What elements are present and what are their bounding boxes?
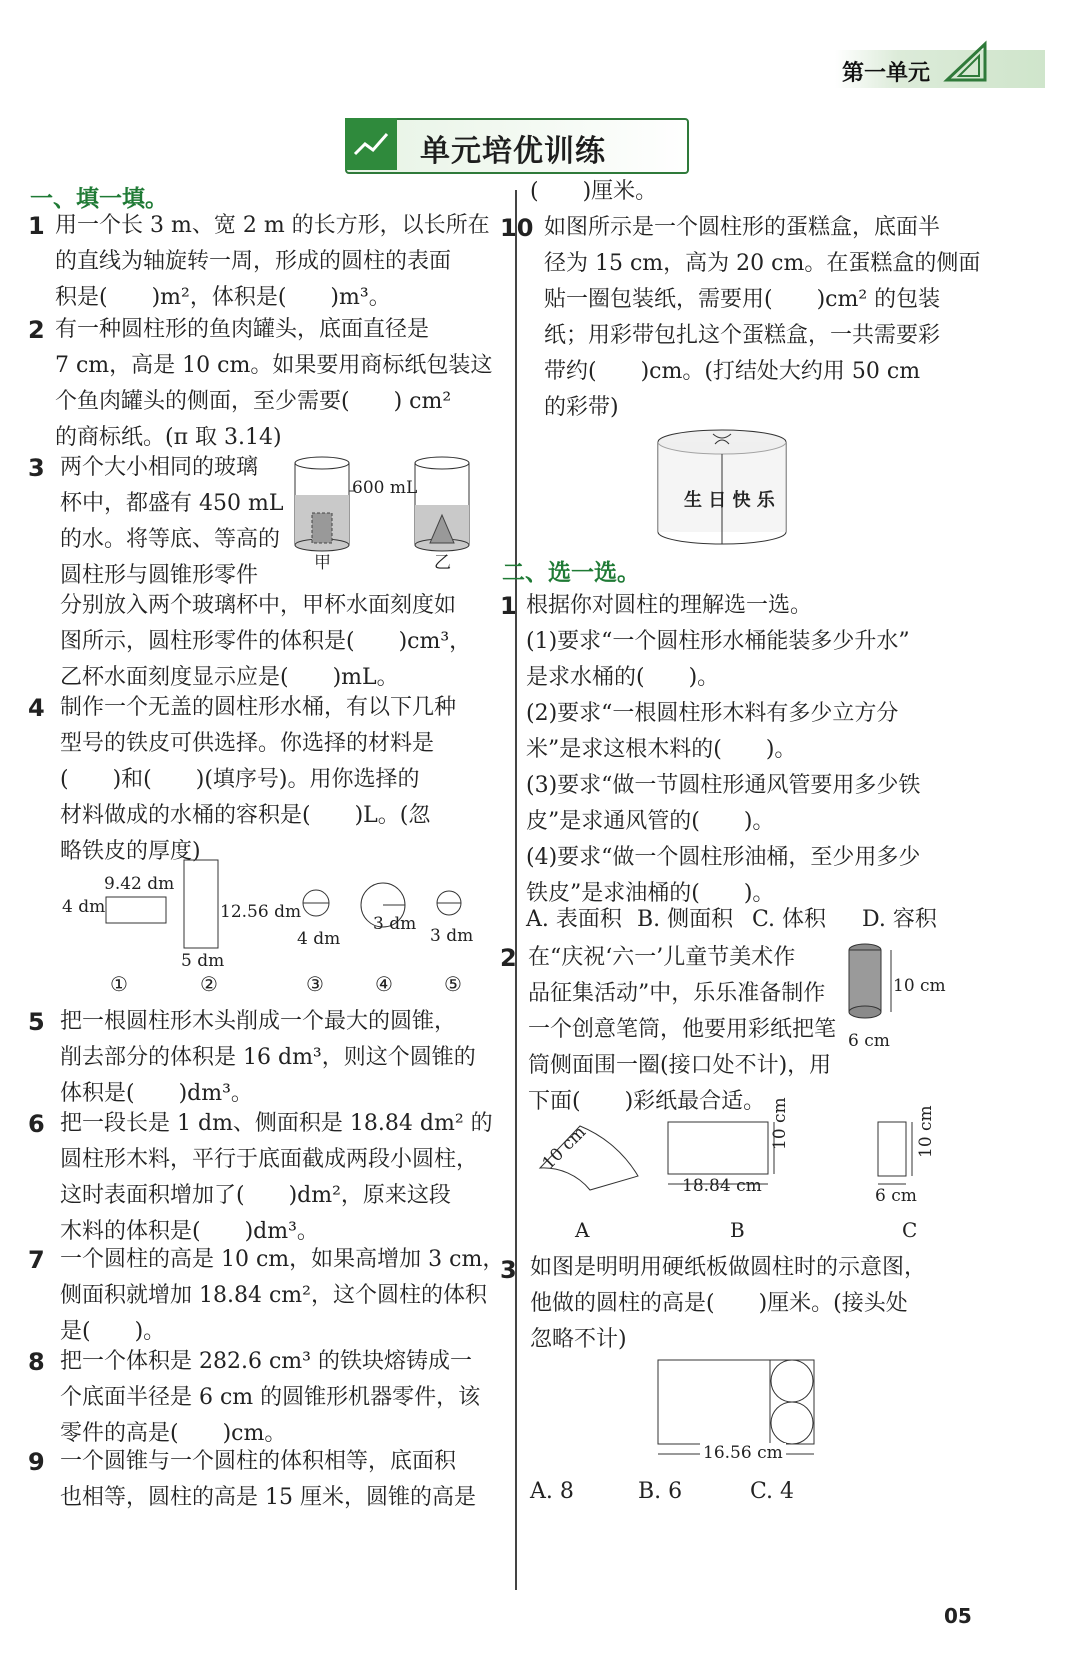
cylinder-diameter-label: 6 cm (848, 1031, 890, 1051)
circle3-label: 4 dm (297, 929, 341, 949)
sector-label: 10 cm (538, 1122, 591, 1174)
circle4-label: 3 dm (373, 914, 417, 934)
option-label: ② (200, 972, 218, 996)
question-number: 6 (28, 1110, 45, 1138)
choice-option-c: C. 体积 (752, 907, 827, 932)
choice-option-b: B. 侧面积 (637, 907, 734, 932)
choice-option-a: A. 8 (530, 1479, 574, 1504)
question-1: 用一个长 3 m、宽 2 m 的长方形，以长所在 的直线为轴旋转一周，形成的圆柱的表面 积是( )m²，体积是( )m³。 (55, 213, 490, 310)
cylinder-height-label: 10 cm (893, 976, 946, 996)
section-heading-fill: 一、填一填。 (30, 186, 168, 212)
question-9: 一个圆锥与一个圆柱的体积相等，底面积 也相等，圆柱的高是 15 厘米，圆锥的高是 (60, 1449, 476, 1510)
question-number: 4 (28, 694, 45, 722)
rect1-width-label: 9.42 dm (104, 874, 175, 894)
page-title: 单元培优训练 (420, 134, 606, 169)
question-number: 3 (28, 454, 45, 482)
question-number: 2 (28, 316, 45, 344)
rect1-height-label: 4 dm (62, 897, 106, 917)
choice-question-1: 根据你对圆柱的理解选一选。 (1)要求“一个圆柱形水桶能装多少升水” 是求水桶的( )。 (2)要求“一根圆柱形木料有多少立方分 米”是求这根木料的( )。 (3)要求“做一节圆柱形通风管要用多少铁 皮”是求通风管的( )。 (4)要求“做一个圆柱形油桶，至少用多少 铁皮”是求油桶的( )。 (526, 593, 921, 906)
question-number: 7 (28, 1246, 45, 1274)
question-number: 1 (500, 592, 517, 620)
page-number: 05 (944, 1604, 972, 1628)
option-label: B (730, 1218, 745, 1242)
question-3-top: 两个大小相同的玻璃 杯中，都盛有 450 mL 的水。将等底、等高的 圆柱形与圆锥形零件 (60, 455, 284, 588)
option-label: ⑤ (444, 972, 462, 996)
rect2-height-label: 12.56 dm (220, 902, 302, 922)
column-divider (515, 190, 517, 1590)
cake-label: 生 日 快 乐 (684, 490, 775, 511)
cup-b-label: 乙 (434, 553, 451, 573)
choice-question-3: 如图是明明用硬纸板做圆柱时的示意图， 他做的圆柱的高是( )厘米。(接头处 忽略不计) (530, 1255, 927, 1352)
question-8: 把一个体积是 282.6 cm³ 的铁块熔铸成一 个底面半径是 6 cm 的圆锥形机器零件，该 零件的高是( )cm。 (60, 1349, 481, 1446)
question-10: 如图所示是一个圆柱形的蛋糕盒，底面半 径为 15 cm，高为 20 cm。在蛋糕盒的侧面 贴一圈包装纸，需要用( )cm² 的包装 纸；用彩带包扎这个蛋糕盒，一共需要彩 带约( )cm。(打结处大约用 50 cm 的彩带) (544, 215, 981, 420)
question-number: 3 (500, 1256, 517, 1284)
choice-option-d: D. 容积 (862, 907, 937, 932)
ruler-triangle-icon (945, 42, 987, 82)
question-number: 5 (28, 1008, 45, 1036)
cup-mark-label: 600 mL (352, 478, 418, 498)
paper-c-height: 10 cm (916, 1105, 936, 1158)
cup-a-label: 甲 (314, 553, 331, 573)
question-number: 10 (500, 214, 534, 242)
question-2: 有一种圆柱形的鱼肉罐头，底面直径是 7 cm，高是 10 cm。如果要用商标纸包装这 个鱼肉罐头的侧面，至少需要( ) cm² 的商标纸。(π 取 3.14) (55, 317, 493, 450)
rect2-width-label: 5 dm (181, 951, 225, 971)
choice-option-c: C. 4 (750, 1479, 795, 1504)
option-label: ④ (375, 972, 393, 996)
question-number: 8 (28, 1348, 45, 1376)
choice-option-a: A. 表面积 (526, 907, 622, 932)
question-9-end: ( )厘米。 (530, 179, 658, 204)
question-number: 9 (28, 1448, 45, 1476)
question-4: 制作一个无盖的圆柱形水桶，有以下几种 型号的铁皮可供选择。你选择的材料是 ( )和( )(填序号)。用你选择的 材料做成的水桶的容积是( )L。(忽 略铁皮的厚度) (60, 695, 457, 864)
paper-b-height: 10 cm (770, 1097, 790, 1150)
pen-holder-figure (845, 942, 895, 1032)
question-6: 把一段长是 1 dm、侧面积是 18.84 dm² 的 圆柱形木料，平行于底面截成两段小圆柱， 这时表面积增加了( )dm²，原来这段 木料的体积是( )dm³。 (60, 1111, 493, 1244)
option-label: C (902, 1218, 918, 1242)
option-label: ③ (306, 972, 324, 996)
section-heading-choose: 二、选一选。 (502, 560, 640, 586)
choice-option-b: B. 6 (638, 1479, 683, 1504)
choice-question-2: 在“庆祝‘六一’儿童节美术作 品征集活动”中，乐乐准备制作 一个创意笔筒，他要用彩纸把笔 筒侧面围一圈(接口处不计)，用 下面( )彩纸最合适。 (528, 945, 837, 1114)
question-number: 2 (500, 944, 517, 972)
question-7: 一个圆柱的高是 10 cm，如果高增加 3 cm， 侧面积就增加 18.84 cm²，这个圆柱的体积 是( )。 (60, 1247, 505, 1344)
option-label: A (575, 1218, 590, 1242)
question-5: 把一根圆柱形木头削成一个最大的圆锥， 削去部分的体积是 16 dm³，则这个圆锥的 体积是( )dm³。 (60, 1009, 476, 1106)
trend-icon (345, 118, 397, 170)
paper-b-width: 18.84 cm (682, 1176, 762, 1196)
unit-tag: 第一单元 (842, 61, 931, 86)
cardboard-length-label: 16.56 cm (700, 1443, 786, 1463)
question-3-bottom: 分别放入两个玻璃杯中，甲杯水面刻度如 图所示，圆柱形零件的体积是( )cm³， 乙杯水面刻度显示应是( )mL。 (60, 593, 472, 690)
paper-c-width: 6 cm (875, 1186, 917, 1206)
circle5-label: 3 dm (430, 926, 474, 946)
option-label: ① (110, 972, 128, 996)
question-number: 1 (28, 212, 45, 240)
